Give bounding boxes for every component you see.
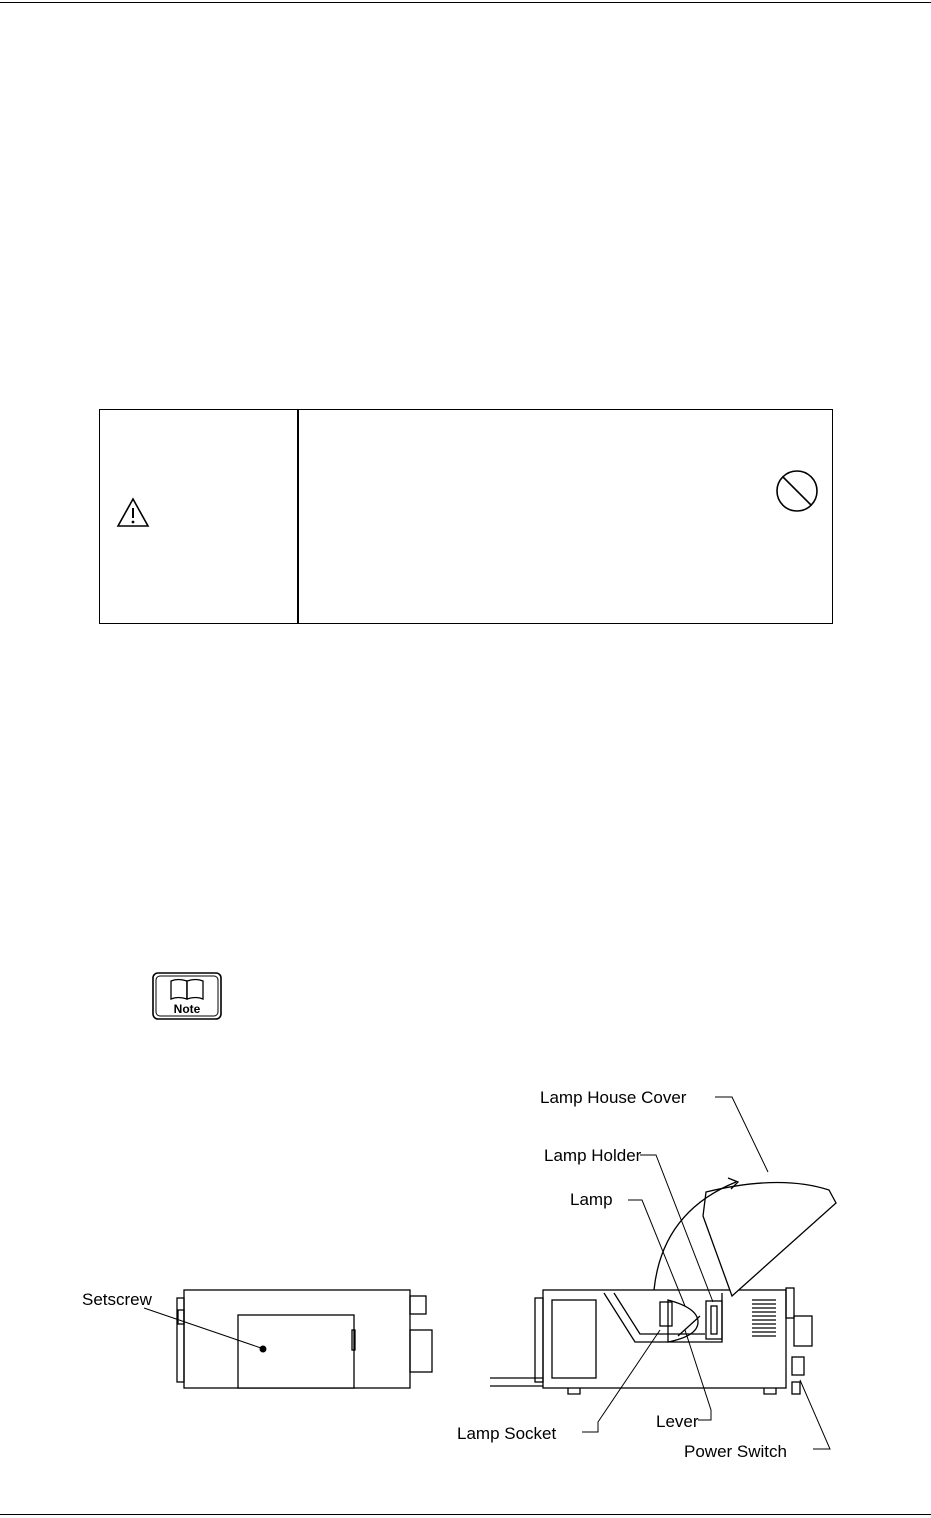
- label-lever: Lever: [656, 1412, 699, 1431]
- label-lamp-holder: Lamp Holder: [544, 1146, 642, 1165]
- light-source-unit-open: [490, 1178, 836, 1394]
- label-lamp-house-cover: Lamp House Cover: [540, 1088, 687, 1107]
- label-power-switch: Power Switch: [684, 1442, 787, 1461]
- label-lamp: Lamp: [570, 1190, 613, 1209]
- label-setscrew: Setscrew: [82, 1290, 152, 1309]
- light-source-unit-closed: [177, 1290, 432, 1388]
- label-lamp-socket: Lamp Socket: [457, 1424, 557, 1443]
- note-label: Note: [173, 1002, 201, 1016]
